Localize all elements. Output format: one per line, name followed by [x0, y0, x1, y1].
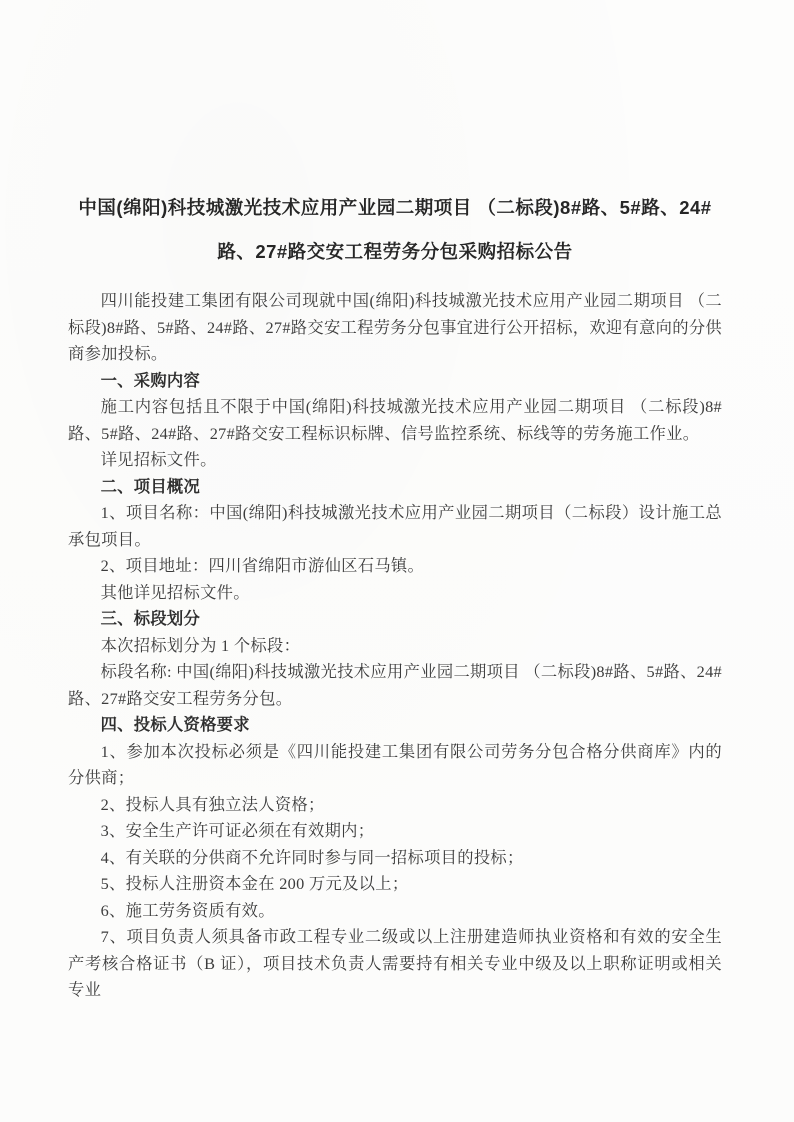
paragraph-section-count: 本次招标划分为 1 个标段： — [100, 635, 301, 655]
paragraph-project-address: 2、项目地址：四川省绵阳市游仙区石马镇。 — [100, 556, 425, 575]
paragraph-construction-scope: 施工内容包括且不限于中国(绵阳)科技城激光技术应用产业园二期项目 （二标段)8#路、5#路、24#路、27#路交安工程标识标牌、信号监控系统、标线等的劳务施工作业。 — [68, 397, 722, 443]
paragraph-other-see-docs: 其他详见招标文件。 — [100, 582, 250, 602]
paragraph-requirement-3: 3、安全生产许可证必须在有效期内； — [100, 821, 375, 840]
paragraph-requirement-4: 4、有关联的分供商不允许同时参与同一招标项目的投标； — [100, 847, 524, 867]
paragraph-requirement-2: 2、投标人具有独立法人资格； — [100, 794, 325, 814]
paragraph-requirement-6: 6、施工劳务资质有效。 — [100, 900, 275, 920]
paragraph-requirement-7: 7、项目负责人须具备市政工程专业二级或以上注册建造师执业资格和有效的安全生产考核合格证书（B 证），项目技术负责人需要持有相关专业中级及以上职称证明或相关专业 — [68, 927, 722, 999]
section-heading-1-procurement-content: 一、采购内容 — [100, 371, 201, 390]
paragraph-project-name: 1、项目名称：中国(绵阳)科技城激光技术应用产业园二期项目（二标段）设计施工总承包项目。 — [68, 503, 722, 549]
section-heading-3-bid-sections: 三、标段划分 — [100, 610, 201, 628]
paragraph-requirement-1: 1、参加本次投标必须是《四川能投建工集团有限公司劳务分包合格分供商库》内的分供商； — [68, 741, 722, 787]
paragraph-requirement-5: 5、投标人注册资本金在 200 万元及以上； — [100, 874, 409, 893]
document-title: 中国(绵阳)科技城激光技术应用产业园二期项目 （二标段)8#路、5#路、24#路、27#路交安工程劳务分包采购招标公告 — [78, 197, 712, 262]
paragraph-section-name: 标段名称: 中国(绵阳)科技城激光技术应用产业园二期项目 （二标段)8#路、5#路、24#路、27#路交安工程劳务分包。 — [68, 662, 722, 708]
paragraph-see-tender-docs: 详见招标文件。 — [100, 450, 217, 469]
paragraph-intro: 四川能投建工集团有限公司现就中国(绵阳)科技城激光技术应用产业园二期项目 （二标段)8#路、5#路、24#路、27#路交安工程劳务分包事宜进行公开招标，欢迎有意向的分供商参加投标。 — [68, 291, 722, 363]
section-heading-2-project-overview: 二、项目概况 — [100, 477, 201, 496]
section-heading-4-bidder-qualifications: 四、投标人资格要求 — [100, 716, 250, 734]
